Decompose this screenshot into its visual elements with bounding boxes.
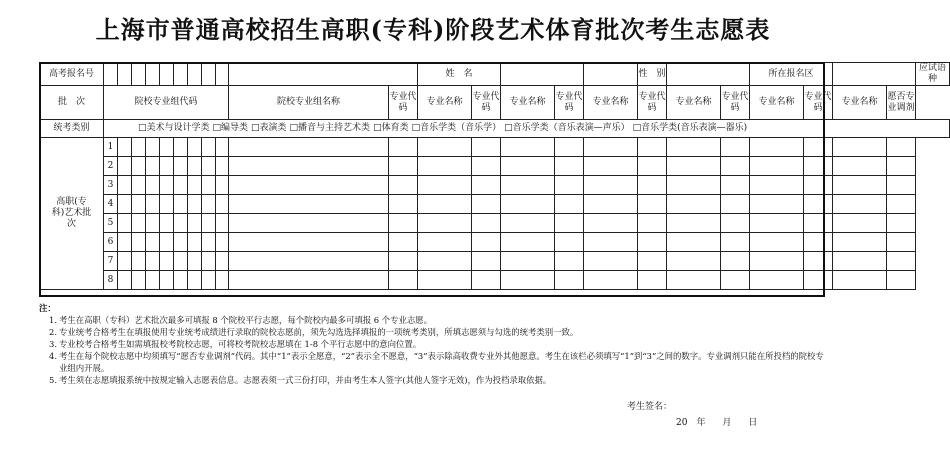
major-code-cell[interactable] [555,233,584,252]
major-code-cell[interactable] [555,214,584,233]
group-code-box[interactable] [146,176,160,195]
major-name-cell[interactable] [667,176,721,195]
note-number: 1. [49,315,57,325]
major-code-cell[interactable] [389,157,418,176]
major-code-cell[interactable] [804,271,833,290]
major-name-cell[interactable] [833,138,887,157]
group-name-label: 院校专业组名称 [229,86,389,120]
group-code-box[interactable] [132,233,146,252]
major-name-cell[interactable] [501,157,555,176]
row-number: 5 [104,214,118,233]
note-item [39,374,829,386]
major-code-cell[interactable] [472,138,501,157]
category-checkbox[interactable]: □表演类 [251,123,287,133]
major-code-cell[interactable] [804,233,833,252]
group-code-box[interactable] [202,214,216,233]
group-code-box[interactable] [118,233,132,252]
exam-no-digit-box[interactable] [188,63,202,86]
row-number: 7 [104,252,118,271]
category-checkbox[interactable]: □美术与设计学类 [138,123,210,133]
major-code-cell[interactable] [638,195,667,214]
note-text: 考生须在志愿填报系统中按规定输入志愿表信息。志愿表须一式三份打印，并由考生本人签字(其他人签字无效)，作为投档录取依据。 [59,375,552,385]
major-name-label: 专业名称 [833,86,887,120]
major-name-cell[interactable] [833,195,887,214]
major-name-label: 专业名称 [667,86,721,120]
exam-no-digit-box[interactable] [216,63,229,86]
major-name-label: 专业名称 [584,86,638,120]
group-code-box[interactable] [216,271,229,290]
major-code-cell[interactable] [804,195,833,214]
note-number: 2. [49,327,57,337]
gender-input-cell[interactable] [667,63,750,86]
exam-no-digit-box[interactable] [132,63,146,86]
name-value-cell[interactable] [229,63,418,86]
gender-label-pad [584,63,638,86]
major-code-cell[interactable] [389,214,418,233]
adjust-cell[interactable] [887,271,916,290]
adjust-cell[interactable] [887,233,916,252]
group-code-box[interactable] [160,214,174,233]
group-code-box[interactable] [202,271,216,290]
major-code-cell[interactable] [638,214,667,233]
note-number: 3. [49,339,57,349]
note-item [39,314,829,326]
group-code-box[interactable] [160,195,174,214]
region-input-cell[interactable] [833,63,916,86]
notes-section [39,302,829,386]
group-code-box[interactable] [118,138,132,157]
major-code-cell[interactable] [721,271,750,290]
group-code-box[interactable] [174,138,188,157]
group-code-box[interactable] [174,271,188,290]
group-code-box[interactable] [216,138,229,157]
major-code-cell[interactable] [472,195,501,214]
major-code-cell[interactable] [638,252,667,271]
major-name-cell[interactable] [418,176,472,195]
group-code-box[interactable] [118,271,132,290]
row-number: 4 [104,195,118,214]
row-number: 8 [104,271,118,290]
group-code-box[interactable] [188,214,202,233]
group-code-box[interactable] [174,195,188,214]
major-code-cell[interactable] [721,138,750,157]
major-name-cell[interactable] [667,195,721,214]
major-name-cell[interactable] [501,252,555,271]
row-number: 3 [104,176,118,195]
major-name-cell[interactable] [584,138,638,157]
major-code-cell[interactable] [555,271,584,290]
name-label: 姓 名 [418,63,501,86]
volunteer-form-table [39,62,950,290]
note-item [39,350,829,374]
group-code-box[interactable] [216,214,229,233]
major-code-cell[interactable] [472,157,501,176]
note-item [39,338,829,350]
group-code-box[interactable] [202,233,216,252]
major-code-cell[interactable] [721,157,750,176]
major-name-cell[interactable] [750,233,804,252]
signature-label: 考生签名： [627,402,673,412]
group-name-cell[interactable] [229,233,389,252]
major-name-cell[interactable] [418,214,472,233]
group-name-cell[interactable] [229,176,389,195]
gender-label: 性 别 [638,63,667,86]
major-code-cell[interactable] [638,138,667,157]
note-number: 4. [49,351,57,361]
major-name-cell[interactable] [501,271,555,290]
group-code-box[interactable] [132,214,146,233]
major-code-cell[interactable] [555,157,584,176]
major-name-cell[interactable] [418,271,472,290]
adjust-cell[interactable] [887,252,916,271]
major-name-cell[interactable] [833,176,887,195]
major-code-label: 专业代码 [389,86,418,120]
category-checkbox[interactable]: □音乐学类(音乐表演—器乐) [632,123,748,133]
group-code-box[interactable] [132,157,146,176]
category-options [104,120,950,138]
major-code-cell[interactable] [721,176,750,195]
group-code-box[interactable] [132,252,146,271]
date-year: 20 年 [676,418,706,428]
major-name-cell[interactable] [750,271,804,290]
major-name-label: 专业名称 [418,86,472,120]
major-code-label: 专业代码 [555,86,584,120]
group-code-box[interactable] [160,271,174,290]
group-code-box[interactable] [160,176,174,195]
group-code-box[interactable] [188,195,202,214]
adjust-label: 愿否专业调剂 [887,86,916,120]
category-checkbox[interactable]: □音乐学类（音乐表演—声乐） [504,123,630,133]
group-code-box[interactable] [146,157,160,176]
row-number: 6 [104,233,118,252]
group-code-box[interactable] [174,252,188,271]
group-code-box[interactable] [202,138,216,157]
major-name-cell[interactable] [750,176,804,195]
note-text: 专业统考合格考生在填报使用专业统考成绩进行录取的院校志愿前，须先勾选选择填报的一项统考类别，所填志愿须与勾选的统考类别一致。 [59,327,579,337]
group-name-cell[interactable] [229,252,389,271]
major-name-cell[interactable] [833,214,887,233]
major-code-cell[interactable] [389,138,418,157]
group-name-cell[interactable] [229,271,389,290]
major-name-label: 专业名称 [501,86,555,120]
group-code-box[interactable] [216,233,229,252]
date-line [676,415,771,428]
major-code-label: 专业代码 [472,86,501,120]
major-code-cell[interactable] [555,138,584,157]
date-month: 月 [722,418,732,428]
major-name-cell[interactable] [584,233,638,252]
exam-no-digit-box[interactable] [202,63,216,86]
category-checkbox[interactable]: □播音与主持艺术类 [289,123,371,133]
name-input-cell[interactable] [501,63,584,86]
major-code-cell[interactable] [472,214,501,233]
major-name-cell[interactable] [584,157,638,176]
major-name-cell[interactable] [418,138,472,157]
exam-no-digit-box[interactable] [146,63,160,86]
group-code-box[interactable] [118,176,132,195]
group-code-box[interactable] [216,157,229,176]
group-code-box[interactable] [216,195,229,214]
adjust-cell[interactable] [887,138,916,157]
major-name-cell[interactable] [418,195,472,214]
group-code-box[interactable] [146,214,160,233]
group-code-label: 院校专业组代码 [104,86,229,120]
group-code-box[interactable] [118,157,132,176]
group-code-box[interactable] [160,138,174,157]
major-code-label: 专业代码 [721,86,750,120]
major-name-cell[interactable] [833,233,887,252]
major-code-label: 专业代码 [638,86,667,120]
group-code-box[interactable] [118,195,132,214]
major-code-cell[interactable] [804,214,833,233]
group-code-box[interactable] [132,138,146,157]
major-code-cell[interactable] [804,252,833,271]
major-name-cell[interactable] [833,252,887,271]
form-title: 上海市普通高校招生高职(专科)阶段艺术体育批次考生志愿表 [95,15,771,44]
group-code-box[interactable] [174,233,188,252]
row-number: 1 [104,138,118,157]
major-name-cell[interactable] [584,214,638,233]
group-code-box[interactable] [202,195,216,214]
major-name-cell[interactable] [667,214,721,233]
exam-no-digit-box[interactable] [160,63,174,86]
category-checkbox[interactable]: □编导类 [212,123,249,133]
major-name-cell[interactable] [833,157,887,176]
adjust-cell[interactable] [887,195,916,214]
group-code-box[interactable] [188,252,202,271]
group-code-box[interactable] [160,157,174,176]
language-label: 应试语种 [916,63,950,86]
major-code-cell[interactable] [804,138,833,157]
major-code-cell[interactable] [472,252,501,271]
adjust-cell[interactable] [887,214,916,233]
exam-no-digit-box[interactable] [118,63,132,86]
major-code-cell[interactable] [389,252,418,271]
major-code-cell[interactable] [804,176,833,195]
major-code-cell[interactable] [472,233,501,252]
major-code-cell[interactable] [721,233,750,252]
major-name-cell[interactable] [584,195,638,214]
group-code-box[interactable] [202,176,216,195]
major-name-cell[interactable] [584,271,638,290]
major-code-cell[interactable] [804,157,833,176]
major-code-cell[interactable] [555,252,584,271]
region-label: 所在报名区 [750,63,833,86]
major-name-cell[interactable] [501,176,555,195]
major-code-cell[interactable] [389,176,418,195]
major-name-cell[interactable] [833,271,887,290]
group-name-cell[interactable] [229,214,389,233]
major-code-cell[interactable] [472,271,501,290]
category-label: 统考类别 [40,120,104,138]
major-code-cell[interactable] [638,176,667,195]
major-code-label: 专业代码 [804,86,833,120]
group-name-cell[interactable] [229,195,389,214]
major-code-cell[interactable] [555,195,584,214]
group-code-box[interactable] [160,252,174,271]
major-name-cell[interactable] [418,252,472,271]
group-code-box[interactable] [146,252,160,271]
major-name-cell[interactable] [584,176,638,195]
major-name-cell[interactable] [750,138,804,157]
major-code-cell[interactable] [472,176,501,195]
major-name-cell[interactable] [501,233,555,252]
exam-no-digit-box[interactable] [174,63,188,86]
note-number: 5. [49,375,57,385]
group-code-box[interactable] [146,195,160,214]
group-code-box[interactable] [132,195,146,214]
major-name-cell[interactable] [667,157,721,176]
major-name-cell[interactable] [418,157,472,176]
group-code-box[interactable] [146,271,160,290]
group-code-box[interactable] [174,157,188,176]
note-text: 考生在高职（专科）艺术批次最多可填报 8 个院校平行志愿，每个院校内最多可填报 6 个专业志愿。 [59,315,433,325]
batch-label: 批 次 [40,86,104,120]
major-name-cell[interactable] [501,195,555,214]
major-code-cell[interactable] [389,271,418,290]
major-code-cell[interactable] [389,195,418,214]
group-code-box[interactable] [118,252,132,271]
major-name-cell[interactable] [667,138,721,157]
major-name-cell[interactable] [418,233,472,252]
major-name-cell[interactable] [667,233,721,252]
major-name-cell[interactable] [667,252,721,271]
major-name-cell[interactable] [667,271,721,290]
group-code-box[interactable] [146,233,160,252]
group-code-box[interactable] [132,176,146,195]
group-code-box[interactable] [188,271,202,290]
major-code-cell[interactable] [389,233,418,252]
category-checkbox[interactable]: □体育类 [373,123,409,133]
exam-no-label: 高考报名号 [40,63,104,86]
notes-heading: 注： [39,303,56,313]
note-text: 专业校考合格考生如需填报校考院校志愿，可将校考院校志愿填在 1-8 个平行志愿中的意向位置。 [59,339,422,349]
group-code-box[interactable] [160,233,174,252]
major-code-cell[interactable] [555,176,584,195]
major-code-cell[interactable] [721,214,750,233]
group-code-box[interactable] [188,176,202,195]
major-code-cell[interactable] [638,233,667,252]
major-name-cell[interactable] [750,214,804,233]
major-name-cell[interactable] [584,252,638,271]
adjust-cell[interactable] [887,157,916,176]
group-code-box[interactable] [118,214,132,233]
major-name-cell[interactable] [750,252,804,271]
major-name-cell[interactable] [750,157,804,176]
group-code-box[interactable] [202,157,216,176]
adjust-cell[interactable] [887,176,916,195]
group-name-cell[interactable] [229,138,389,157]
major-code-cell[interactable] [721,195,750,214]
group-code-box[interactable] [188,157,202,176]
date-day: 日 [748,418,758,428]
group-code-box[interactable] [132,271,146,290]
group-code-box[interactable] [174,214,188,233]
note-text: 考生在每个院校志愿中均须填写“愿否专业调剂”代码。其中“1”表示全愿意，“2”表示全不愿意，“3”表示除高收费专业外其他愿意。考生在该栏必须填写“1”到“3”之间的数字。专业调剂只能在所投档的院校专业组内开展。 [59,351,824,373]
batch-name: 高职(专科)艺术批次 [40,138,104,290]
group-code-box[interactable] [188,233,202,252]
major-name-label: 专业名称 [750,86,804,120]
major-code-cell[interactable] [721,252,750,271]
row-number: 2 [104,157,118,176]
group-code-box[interactable] [188,138,202,157]
major-name-cell[interactable] [750,195,804,214]
group-code-box[interactable] [146,138,160,157]
category-checkbox[interactable]: □音乐学类（音乐学） [411,123,502,133]
group-name-cell[interactable] [229,157,389,176]
major-code-cell[interactable] [638,157,667,176]
exam-no-digit-box[interactable] [104,63,118,86]
group-code-box[interactable] [202,252,216,271]
major-code-cell[interactable] [638,271,667,290]
group-code-box[interactable] [216,176,229,195]
major-name-cell[interactable] [501,138,555,157]
note-item [39,326,829,338]
group-code-box[interactable] [174,176,188,195]
group-code-box[interactable] [216,252,229,271]
major-name-cell[interactable] [501,214,555,233]
